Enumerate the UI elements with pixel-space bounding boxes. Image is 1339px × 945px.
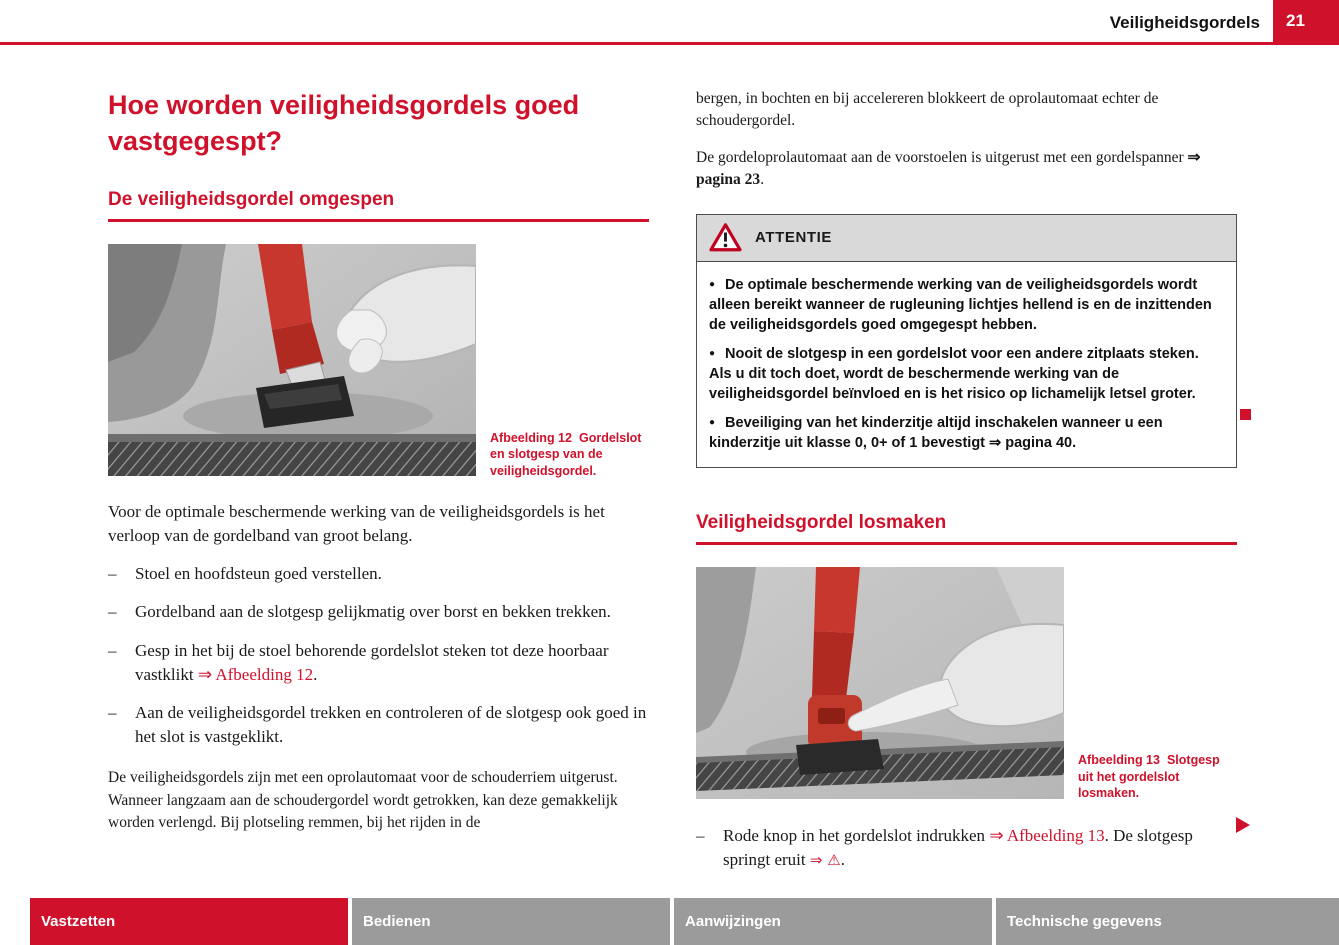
figure-13 bbox=[696, 567, 1237, 799]
page-title: Hoe worden veiligheidsgordels goed vastgegespt? bbox=[108, 90, 580, 156]
release-instruction: – Rode knop in het gordelslot indrukken ⇒ Afbeelding 13. De slotgesp springt eruit ⇒ ⚠. bbox=[696, 824, 1237, 872]
left-column bbox=[108, 80, 649, 834]
figure-13-caption bbox=[1078, 752, 1238, 802]
footer-tab-bedienen[interactable]: Bedienen bbox=[352, 898, 670, 945]
warning-triangle-icon bbox=[709, 223, 742, 252]
page-23-reference-link[interactable]: ⇒ pagina 23 bbox=[696, 148, 1201, 189]
inline-warning-icon[interactable]: ⇒ ⚠ bbox=[809, 850, 841, 869]
figure-13-label: Afbeelding 13 bbox=[1078, 753, 1160, 768]
list-item: – Aan de veiligheidsgordel trekken en controleren of de slotgesp ook goed in het slot is vastgeklikt. bbox=[108, 701, 649, 749]
attention-box-header bbox=[697, 215, 1236, 262]
intro-paragraph: Voor de optimale beschermende werking van de veiligheidsgordels is het verloop van de gordelband van groot belang. bbox=[108, 502, 605, 546]
figure-13-photo bbox=[696, 567, 1064, 799]
figure-12-caption-text: Gordelslot en slotgesp van de veiligheidsgordel. bbox=[490, 430, 642, 478]
continuation-paragraph: bergen, in bochten en bij accelereren blokkeert de oprolautomaat echter de schoudergordel. bbox=[696, 90, 1159, 130]
list-item: – Gordelband aan de slotgesp gelijkmatig over borst en bekken trekken. bbox=[108, 600, 649, 624]
header-section-title: Veiligheidsgordels bbox=[1109, 13, 1260, 32]
list-item: – Stoel en hoofdsteun goed verstellen. bbox=[108, 562, 649, 586]
attention-title: ATTENTIE bbox=[755, 229, 833, 247]
instruction-list bbox=[108, 562, 649, 749]
footer-tab-aanwijzingen[interactable]: Aanwijzingen bbox=[674, 898, 992, 945]
warning-item: ● Beveiliging van het kinderzitje altijd inschakelen wanneer u een kinderzitje uit klasse 0, 0+ of 1 bevestigt ⇒ pagina 40. bbox=[709, 414, 1163, 451]
warning-item: ● Nooit de slotgesp in een gordelslot voor een andere zitplaats steken. Als u dit toch doet, wordt de beschermende werking van de veiligheidsgordel beïnvloed en is het risico op lichamelijk letsel groter. bbox=[709, 345, 1199, 402]
figure-12-label: Afbeelding 12 bbox=[490, 430, 572, 445]
figure-13-reference-link[interactable]: ⇒ Afbeelding 13 bbox=[989, 825, 1105, 845]
right-column bbox=[696, 80, 1237, 872]
attention-box bbox=[696, 214, 1237, 468]
page-continuation-arrow-icon bbox=[1236, 817, 1250, 833]
footer-section-bar bbox=[0, 898, 1339, 945]
figure-13-caption-text: Slotgesp uit het gordelslot losmaken. bbox=[1078, 753, 1220, 801]
page-number-badge bbox=[1273, 0, 1339, 42]
footer-tab-vastzetten[interactable]: Vastzetten bbox=[30, 898, 348, 945]
outro-paragraph: De veiligheidsgordels zijn met een oprolautomaat voor de schouderriem uitgerust. Wanneer langzaam aan de schoudergordel wordt getrokken, kan deze gemakkelijk worden verlengd. Bij plotseling remmen, bij het rijden in de bbox=[108, 769, 618, 831]
figure-12-reference-link[interactable]: ⇒ Afbeelding 12 bbox=[197, 664, 314, 684]
tensioner-paragraph: De gordeloprolautomaat aan de voorstoelen is uitgerust met een gordelspanner ⇒ pagina 23. bbox=[696, 148, 1201, 189]
section-heading-losmaken: Veiligheidsgordel losmaken bbox=[696, 512, 1237, 545]
footer-tab-technische-gegevens[interactable]: Technische gegevens bbox=[996, 898, 1339, 945]
warning-item: ● De optimale beschermende werking van de veiligheidsgordels wordt alleen bereikt wanneer de rugleuning lichtjes hellend is en de inzittenden de veiligheidsgordels goed omgegespt hebben. bbox=[709, 276, 1212, 333]
list-item: – Gesp in het bij de stoel behorende gordelslot steken tot deze hoorbaar vastklikt ⇒ Afbeelding 12. bbox=[108, 639, 649, 687]
attention-box-body bbox=[697, 262, 1236, 467]
section-heading-omgespen: De veiligheidsgordel omgespen bbox=[108, 189, 649, 222]
page-number: 21 bbox=[1286, 11, 1305, 30]
header-rule bbox=[0, 42, 1339, 45]
figure-12 bbox=[108, 244, 649, 476]
figure-12-photo bbox=[108, 244, 476, 476]
figure-12-caption bbox=[490, 430, 650, 480]
warning-continuation-marker bbox=[1240, 409, 1251, 420]
